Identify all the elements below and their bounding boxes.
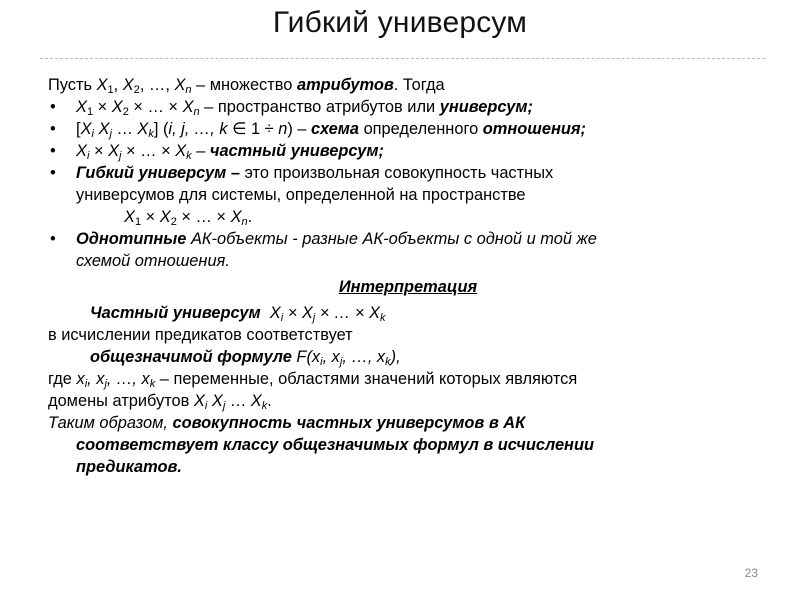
variables-line: где $x_i$, $x_j$, …, $x_k$ – переменные, областями значений которых являются bbox=[48, 370, 578, 390]
bullet-dot: • bbox=[50, 120, 56, 138]
bullet-universe: • $X_1 \times X_2$ × … × $X_n$ – пространство атрибутов или универсум; bbox=[50, 98, 533, 118]
bullet-dot: • bbox=[50, 98, 56, 116]
bullet-dot: • bbox=[50, 164, 56, 182]
slide-body bbox=[48, 74, 768, 478]
bullet-homogeneous: • Однотипные АК-объекты - разные АК-объекты с одной и той же схемой отношения. bbox=[50, 230, 597, 270]
conclusion: Таким образом, совокупность частных универсумов в АК соответствует классу общезначимых формул в исчислении предикатов. bbox=[48, 414, 594, 476]
interpretation-heading: Интерпретация bbox=[338, 278, 478, 296]
bullet-schema: • [$X_i$ $X_j$ … $X_k$] (i, j, …, k ∈ 1 ÷ n) – схема определенного отношения; bbox=[50, 120, 586, 140]
slide-title: Гибкий универсум bbox=[272, 6, 528, 39]
partial-universe-line: Частный универсум $X_i \times X_j$ × … × $X_k$ bbox=[90, 304, 386, 324]
space-formula: $X_1 \times X_2$ × … × $X_n$. bbox=[124, 208, 253, 228]
predicate-calculus-line: в исчислении предикатов соответствует bbox=[48, 326, 353, 344]
bullet-dot: • bbox=[50, 230, 56, 248]
bullet-flexible-universe: • Гибкий универсум – это произвольная совокупность частных универсумов для системы, определенной на пространстве $X_1 \times X_2$ × … × $X_n$. bbox=[48, 162, 768, 228]
domains-line: домены атрибутов $X_i$ $X_j$ … $X_k$. bbox=[48, 392, 272, 412]
title-divider bbox=[40, 58, 765, 59]
formula-line: общезначимой формуле $F(x_i$, $x_j$, …, $x_k$), bbox=[90, 348, 401, 368]
bullet-partial-universe: • $X_i \times X_j$ × … × $X_k$ – частный универсум; bbox=[50, 142, 384, 162]
page-number: 23 bbox=[744, 566, 758, 580]
intro-line: Пусть $X_1$, $X_2$, …, $X_n$ – множество атрибутов. Тогда bbox=[48, 76, 445, 96]
bullet-dot: • bbox=[50, 142, 56, 160]
